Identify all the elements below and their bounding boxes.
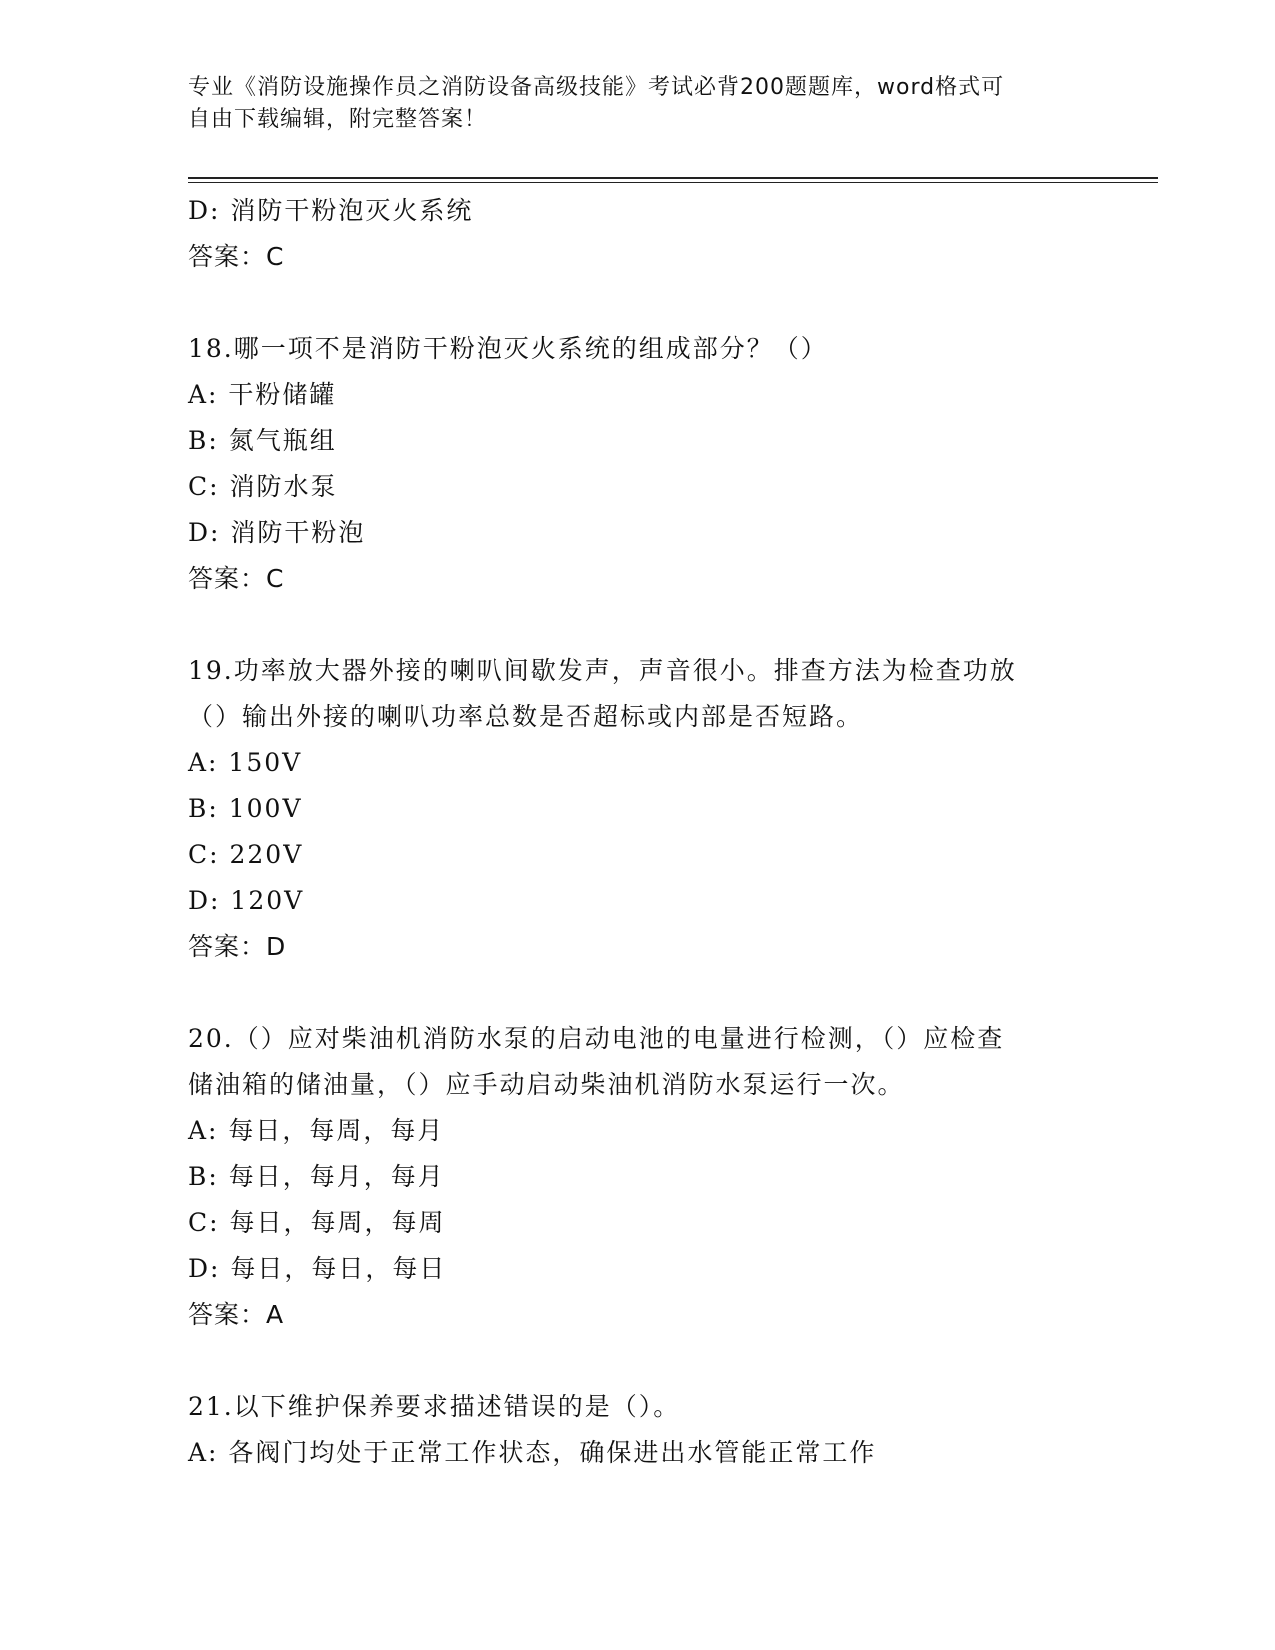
header-divider-thick — [188, 177, 1158, 179]
option-b: B: 每日，每月，每月 — [188, 1162, 445, 1191]
spacer — [188, 280, 1088, 326]
answer-line: 答案：D — [188, 932, 287, 961]
question-text-line-2: （）输出外接的喇叭功率总数是否超标或内部是否短路。 — [188, 702, 864, 731]
option-d: D: 120V — [188, 886, 305, 915]
option-c: C: 消防水泵 — [188, 472, 338, 501]
question-text: 18.哪一项不是消防干粉泡灭火系统的组成部分？（） — [188, 334, 828, 363]
option-a: A: 每日，每周，每月 — [188, 1116, 445, 1145]
spacer — [188, 970, 1088, 1016]
question-21 — [188, 1384, 1088, 1476]
option-d: D: 每日，每日，每日 — [188, 1254, 447, 1283]
answer-line: 答案：C — [188, 242, 285, 271]
question-17-tail — [188, 188, 1088, 280]
question-20 — [188, 1016, 1088, 1338]
option-c: C: 220V — [188, 840, 304, 869]
spacer — [188, 1338, 1088, 1384]
question-text-line-1: 19.功率放大器外接的喇叭间歇发声，声音很小。排查方法为检查功放 — [188, 656, 1017, 685]
answer-line: 答案：C — [188, 564, 285, 593]
document-header — [188, 72, 1068, 136]
option-a: A: 各阀门均处于正常工作状态，确保进出水管能正常工作 — [188, 1438, 877, 1467]
option-d: D: 消防干粉泡 — [188, 518, 366, 547]
header-title-line-1: 专业《消防设施操作员之消防设备高级技能》考试必背200题题库，word格式可 — [188, 75, 1005, 100]
answer-line: 答案：A — [188, 1300, 285, 1329]
question-text: 21.以下维护保养要求描述错误的是（）。 — [188, 1392, 681, 1421]
question-18 — [188, 326, 1088, 602]
header-divider-thin — [188, 182, 1158, 183]
option-c: C: 每日，每周，每周 — [188, 1208, 446, 1237]
option-d: D: 消防干粉泡灭火系统 — [188, 196, 474, 225]
question-text-line-1: 20.（）应对柴油机消防水泵的启动电池的电量进行检测，（）应检查 — [188, 1024, 1005, 1053]
spacer — [188, 602, 1088, 648]
option-a: A: 150V — [188, 748, 303, 777]
question-text-line-2: 储油箱的储油量，（）应手动启动柴油机消防水泵运行一次。 — [188, 1070, 905, 1099]
option-a: A: 干粉储罐 — [188, 380, 337, 409]
header-title-line-2: 自由下载编辑，附完整答案！ — [188, 107, 488, 132]
option-b: B: 100V — [188, 794, 303, 823]
question-list — [188, 188, 1088, 1476]
option-b: B: 氮气瓶组 — [188, 426, 337, 455]
question-19 — [188, 648, 1088, 970]
